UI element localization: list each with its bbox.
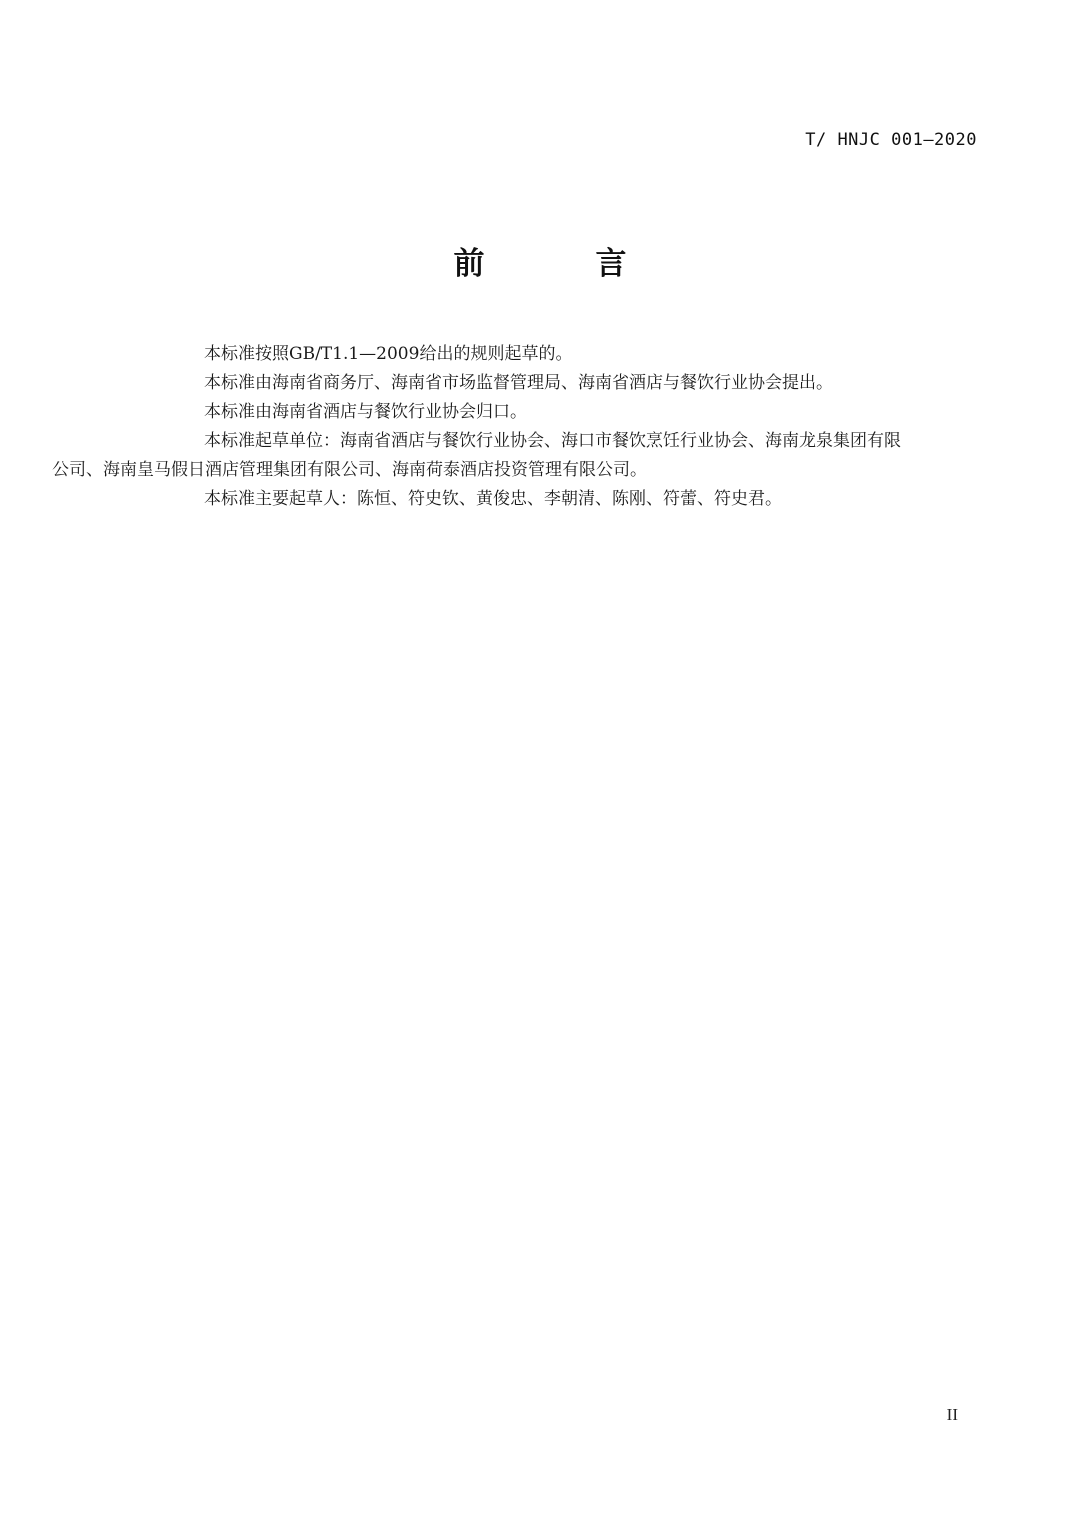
- paragraph-main-drafters: 本标准主要起草人：陈恒、符史钦、黄俊忠、李朝清、陈刚、符蕾、符史君。: [204, 489, 782, 509]
- paragraph-proposers: 本标准由海南省商务厅、海南省市场监督管理局、海南省酒店与餐饮行业协会提出。: [204, 373, 833, 393]
- section-title: 前 言: [453, 246, 667, 282]
- paragraph-drafting-units-line-2: 公司、海南皇马假日酒店管理集团有限公司、海南荷泰酒店投资管理有限公司。: [52, 460, 647, 480]
- paragraph-drafting-rules: 本标准按照GB/T1.1—2009给出的规则起草的。: [204, 344, 573, 364]
- paragraph-centralized-unit: 本标准由海南省酒店与餐饮行业协会归口。: [204, 402, 527, 422]
- paragraph-drafting-units-line-1: 本标准起草单位：海南省酒店与餐饮行业协会、海口市餐饮烹饪行业协会、海南龙泉集团有限: [204, 431, 901, 451]
- paragraph-drafting-units: [52, 427, 978, 485]
- standard-code: T/ HNJC 001—2020: [805, 130, 977, 150]
- foreword-body: [52, 340, 978, 514]
- page-number: II: [946, 1405, 958, 1424]
